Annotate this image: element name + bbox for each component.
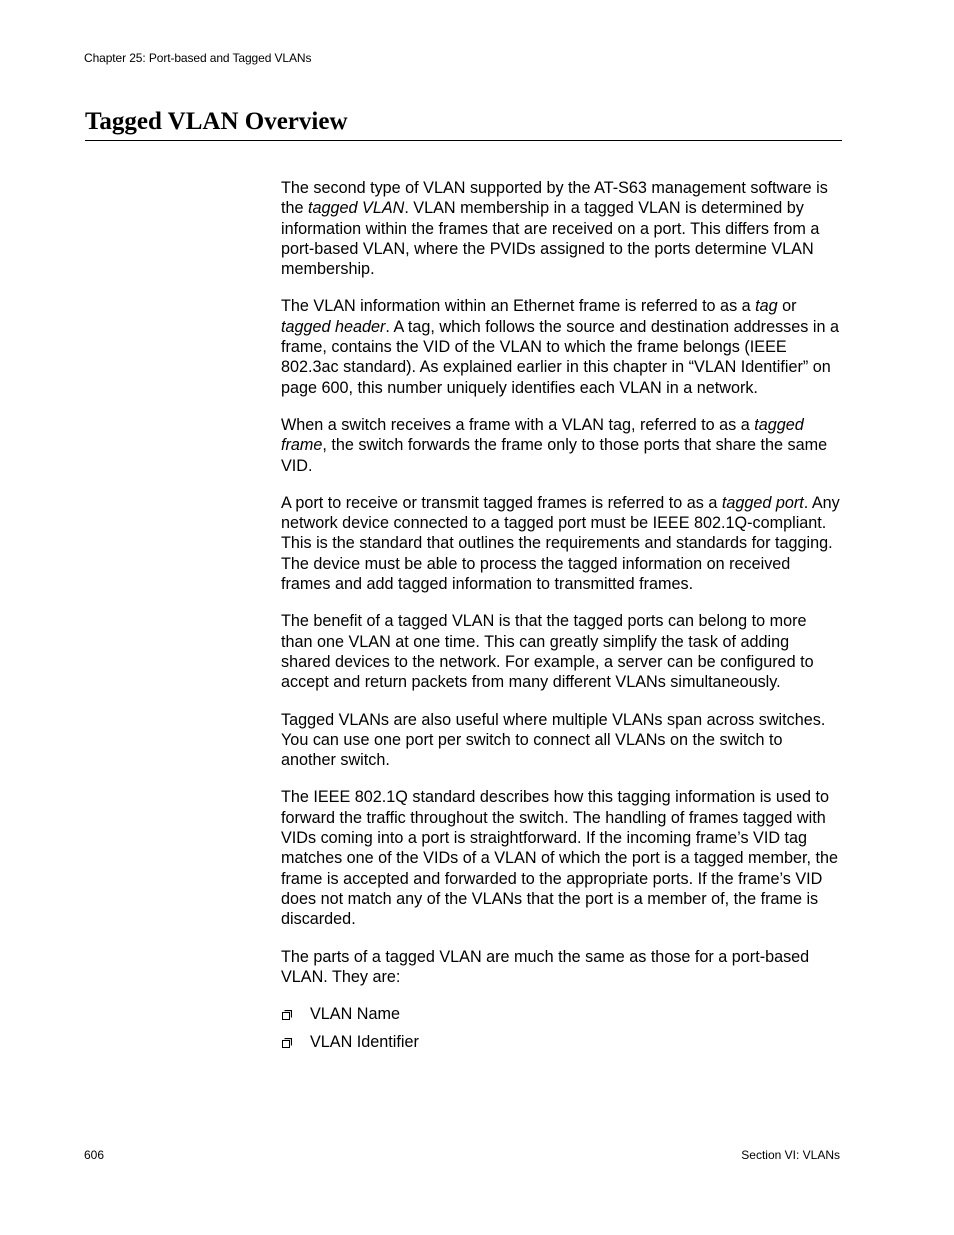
bullet-list xyxy=(281,1004,841,1053)
text-segment: The benefit of a tagged VLAN is that the tagged ports can belong to more than one VLAN at one time. This can greatly simplify the task of adding shared devices to the network. For example, a server can be configured to accept and return packets from many different VLANs simultaneously. xyxy=(281,612,814,692)
text-segment: A port to receive or transmit tagged frames is referred to as a xyxy=(281,493,722,512)
body-text xyxy=(281,178,841,1061)
emphasis-term: tagged header xyxy=(281,317,386,336)
list-item xyxy=(281,1004,841,1024)
text-segment: The parts of a tagged VLAN are much the same as those for a port-based VLAN. They are: xyxy=(281,947,810,986)
emphasis-term: tagged VLAN xyxy=(308,199,405,218)
page-title: Tagged VLAN Overview xyxy=(85,108,348,135)
paragraph xyxy=(281,611,841,692)
paragraph xyxy=(281,415,841,476)
section-footer: Section VI: VLANs xyxy=(741,1148,840,1162)
paragraph xyxy=(281,178,841,279)
text-segment: . Any network device connected to a tagged port must be IEEE 802.1Q-compliant. This is the standard that outlines the requirements and standards for tagging. The device must be able to process the tagged information on received frames and add tagged information to transmitted frames. xyxy=(281,493,840,594)
text-segment: . VLAN membership in a tagged VLAN is determined by information within the frames that are received on a port. This differs from a port-based VLAN, where the PVIDs assigned to the ports determine VLAN membership. xyxy=(281,199,820,279)
text-segment: When a switch receives a frame with a VLAN tag, referred to as a xyxy=(281,415,755,434)
emphasis-term: tagged frame xyxy=(281,415,804,455)
emphasis-term: tagged port xyxy=(721,493,804,512)
title-rule xyxy=(85,140,842,141)
paragraph xyxy=(281,493,841,594)
list-item-label: VLAN Name xyxy=(310,1005,400,1024)
paragraph xyxy=(281,947,841,988)
checkbox-bullet-icon xyxy=(282,1010,292,1020)
text-segment: or xyxy=(777,297,797,316)
text-segment: The IEEE 802.1Q standard describes how this tagging information is used to forward the traffic throughout the switch. The handling of frames tagged with VIDs coming into a port is straightforward. If the incoming frame’s VID tag matches one of the VIDs of a VLAN of which the port is a tagged member, the frame is accepted and forwarded to the appropriate ports. If the frame’s VID does not match any of the VLANs that the port is a member of, the frame is discarded. xyxy=(281,788,838,929)
paragraphs xyxy=(281,178,841,987)
text-segment: Tagged VLANs are also useful where multiple VLANs span across switches. You can use one port per switch to connect all VLANs on the switch to another switch. xyxy=(281,710,826,770)
emphasis-term: tag xyxy=(755,297,778,316)
text-segment: . A tag, which follows the source and destination addresses in a frame, contains the VID of the VLAN to which the frame belongs (IEEE 802.3ac standard). As explained earlier in this chapter in “VLAN Identifier” on page 600, this number uniquely identifies each VLAN in a network. xyxy=(281,317,839,397)
paragraph xyxy=(281,787,841,929)
running-header: Chapter 25: Port-based and Tagged VLANs xyxy=(84,51,312,65)
text-segment: The second type of VLAN supported by the AT-S63 management software is the xyxy=(281,179,828,218)
paragraph xyxy=(281,296,841,397)
text-segment: , the switch forwards the frame only to those ports that share the same VID. xyxy=(281,436,828,475)
list-item xyxy=(281,1032,841,1052)
text-segment: The VLAN information within an Ethernet frame is referred to as a xyxy=(281,297,756,316)
checkbox-bullet-icon xyxy=(282,1038,292,1048)
paragraph xyxy=(281,710,841,771)
page-number: 606 xyxy=(84,1148,105,1162)
list-item-label: VLAN Identifier xyxy=(310,1033,419,1052)
